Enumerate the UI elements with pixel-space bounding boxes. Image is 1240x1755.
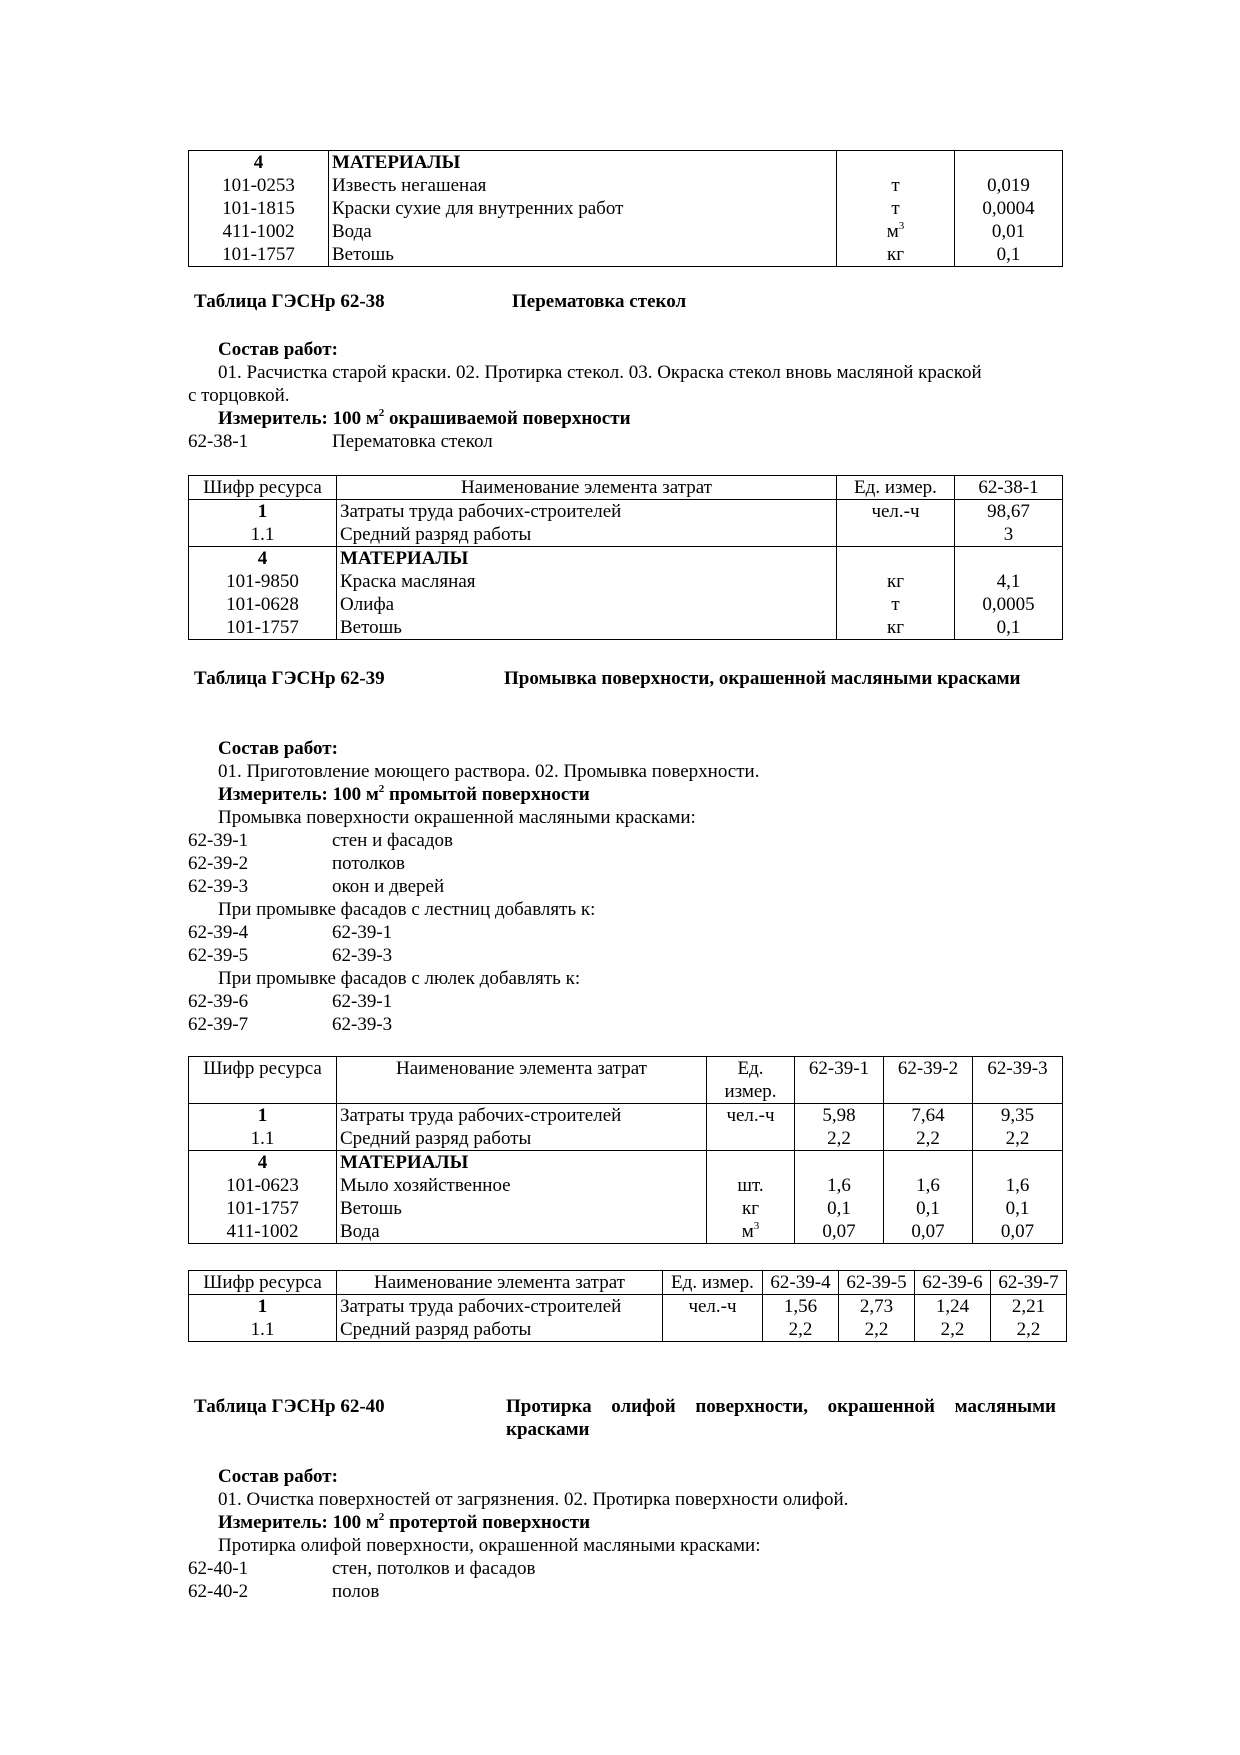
resource-code: 1 xyxy=(189,500,337,524)
resource-value: 0,0004 xyxy=(955,197,1063,220)
table-title: Перематовка стекол xyxy=(512,291,687,312)
resource-code: 4 xyxy=(189,1151,337,1175)
table-header-row xyxy=(189,1057,1063,1104)
norm-code: 62-40-2 xyxy=(188,1581,249,1602)
resource-code: 4 xyxy=(189,151,329,175)
column-header: Шифр ресурса xyxy=(189,476,337,500)
work-composition-text: с торцовкой. xyxy=(188,385,290,406)
table-row xyxy=(189,1127,1063,1151)
table-row xyxy=(189,1220,1063,1244)
norm-group-intro: При промывке фасадов с лестниц добавлять к: xyxy=(218,899,596,920)
table-row xyxy=(189,220,1063,243)
resource-unit: чел.-ч xyxy=(663,1295,763,1319)
column-header: Наименование элемента затрат xyxy=(337,1271,663,1295)
resource-unit xyxy=(707,1127,795,1151)
norm-code: 62-38-1 xyxy=(188,431,249,452)
table-caption-62-40 xyxy=(188,1395,1062,1441)
resource-value: 0,07 xyxy=(795,1220,884,1244)
resource-value: 2,73 xyxy=(839,1295,915,1319)
norm-item xyxy=(188,875,1062,898)
table-label: Таблица ГЭСНр 62-40 xyxy=(194,1396,385,1417)
resource-unit: кг xyxy=(837,570,955,593)
resource-value: 0,07 xyxy=(884,1220,973,1244)
resource-unit xyxy=(837,547,955,571)
resources-table-62-39-b xyxy=(188,1270,1066,1342)
resource-unit: т xyxy=(837,174,955,197)
table-row xyxy=(189,197,1063,220)
norm-code: 62-39-4 xyxy=(188,922,249,943)
resource-unit: чел.-ч xyxy=(707,1104,795,1128)
resource-value: 7,64 xyxy=(884,1104,973,1128)
resource-value: 1,56 xyxy=(763,1295,839,1319)
resource-name: Затраты труда рабочих-строителей xyxy=(337,1104,707,1128)
table-row xyxy=(189,570,1063,593)
norm-item xyxy=(188,430,1062,453)
resource-value: 2,2 xyxy=(991,1318,1067,1342)
measure-unit: Измеритель: 100 $м^2$ окрашиваемой поверхности xyxy=(218,407,631,429)
norm-item xyxy=(188,1557,1062,1580)
resource-code: 1 xyxy=(189,1295,337,1319)
resource-name: МАТЕРИАЛЫ xyxy=(337,547,837,571)
measure-unit: Измеритель: 100 $м^2$ протертой поверхности xyxy=(218,1511,591,1533)
resource-name: Вода xyxy=(329,220,837,243)
norm-text: стен, потолков и фасадов xyxy=(332,1558,536,1579)
resource-value: 9,35 xyxy=(973,1104,1063,1128)
table-row xyxy=(189,1104,1063,1128)
table-title: Протирка олифой поверхности, окрашенной масляными красками xyxy=(506,1396,1056,1440)
resource-value: 0,07 xyxy=(973,1220,1063,1244)
resource-value: 98,67 xyxy=(955,500,1063,524)
resource-code: 411-1002 xyxy=(189,220,329,243)
column-header: 62-38-1 xyxy=(955,476,1063,500)
resource-unit xyxy=(837,151,955,175)
resource-code: 101-1757 xyxy=(189,1197,337,1220)
resource-value: 2,2 xyxy=(763,1318,839,1342)
table-row xyxy=(189,1151,1063,1175)
norm-code: 62-39-2 xyxy=(188,853,249,874)
resource-value xyxy=(955,547,1063,571)
table-title: Промывка поверхности, окрашенной масляными красками xyxy=(504,668,1021,689)
resource-unit: $м^3$ xyxy=(837,220,955,243)
resource-value: 0,1 xyxy=(955,616,1063,640)
resource-value xyxy=(884,1151,973,1175)
norm-code: 62-39-3 xyxy=(188,876,249,897)
norm-code: 62-39-7 xyxy=(188,1014,249,1035)
resource-name: Ветошь xyxy=(337,1197,707,1220)
resource-unit: кг xyxy=(837,243,955,267)
resource-code: 1 xyxy=(189,1104,337,1128)
resource-unit: $м^3$ xyxy=(707,1220,795,1244)
column-header: Ед. измер. xyxy=(837,476,955,500)
column-header: 62-39-4 xyxy=(763,1271,839,1295)
column-header: 62-39-5 xyxy=(839,1271,915,1295)
resource-value: 0,1 xyxy=(795,1197,884,1220)
resource-code: 101-1757 xyxy=(189,243,329,267)
norm-code: 62-39-5 xyxy=(188,945,249,966)
resource-value: 0,1 xyxy=(973,1197,1063,1220)
resource-value: 0,0005 xyxy=(955,593,1063,616)
resource-unit: кг xyxy=(837,616,955,640)
norm-item xyxy=(188,1013,1062,1036)
work-composition-text: 01. Очистка поверхностей от загрязнения. 02. Протирка поверхности олифой. xyxy=(218,1489,849,1510)
resource-value: 1,24 xyxy=(915,1295,991,1319)
resource-value: 1,6 xyxy=(973,1174,1063,1197)
resource-value: 0,019 xyxy=(955,174,1063,197)
resource-name: Ветошь xyxy=(337,616,837,640)
norm-item xyxy=(188,944,1062,967)
resource-name: МАТЕРИАЛЫ xyxy=(329,151,837,175)
work-composition-label: Состав работ: xyxy=(218,339,338,360)
table-row xyxy=(189,500,1063,524)
norm-group-intro: При промывке фасадов с люлек добавлять к: xyxy=(218,968,581,989)
table-row xyxy=(189,174,1063,197)
column-header: 62-39-3 xyxy=(973,1057,1063,1104)
resource-value: 2,2 xyxy=(884,1127,973,1151)
norm-item xyxy=(188,990,1062,1013)
table-row xyxy=(189,616,1063,640)
column-header: 62-39-2 xyxy=(884,1057,973,1104)
resource-value xyxy=(973,1151,1063,1175)
resource-value: 0,1 xyxy=(884,1197,973,1220)
resource-value: 5,98 xyxy=(795,1104,884,1128)
table-row xyxy=(189,1174,1063,1197)
resource-unit: кг xyxy=(707,1197,795,1220)
norm-item xyxy=(188,829,1062,852)
resource-code: 1.1 xyxy=(189,1318,337,1342)
resource-name: Затраты труда рабочих-строителей xyxy=(337,500,837,524)
norm-item xyxy=(188,921,1062,944)
norm-text: потолков xyxy=(332,853,405,874)
resource-name: Вода xyxy=(337,1220,707,1244)
resource-unit xyxy=(837,523,955,547)
resource-value: 2,2 xyxy=(915,1318,991,1342)
norm-code: 62-40-1 xyxy=(188,1558,249,1579)
table-header-row xyxy=(189,1271,1067,1295)
column-header: 62-39-6 xyxy=(915,1271,991,1295)
resource-value: 1,6 xyxy=(795,1174,884,1197)
norm-group-intro: Промывка поверхности окрашенной масляными красками: xyxy=(218,807,696,828)
column-header: Шифр ресурса xyxy=(189,1271,337,1295)
column-header: Ед. измер. xyxy=(707,1057,795,1104)
norm-item xyxy=(188,852,1062,875)
resources-table-62-38 xyxy=(188,475,1062,640)
resource-name: Ветошь xyxy=(329,243,837,267)
resource-code: 1.1 xyxy=(189,1127,337,1151)
norm-text: Перематовка стекол xyxy=(332,431,493,452)
resource-name: Средний разряд работы xyxy=(337,1318,663,1342)
resource-unit xyxy=(707,1151,795,1175)
table-caption-62-39 xyxy=(188,667,1062,713)
resource-value: 2,21 xyxy=(991,1295,1067,1319)
resource-value: 0,01 xyxy=(955,220,1063,243)
resources-table-62-39-a xyxy=(188,1056,1062,1244)
work-composition-label: Состав работ: xyxy=(218,738,338,759)
resource-code: 101-9850 xyxy=(189,570,337,593)
resource-code: 1.1 xyxy=(189,523,337,547)
resource-code: 4 xyxy=(189,547,337,571)
norm-text: стен и фасадов xyxy=(332,830,453,851)
resource-code: 101-0623 xyxy=(189,1174,337,1197)
resource-name: МАТЕРИАЛЫ xyxy=(337,1151,707,1175)
resource-value: 0,1 xyxy=(955,243,1063,267)
work-composition-text: 01. Расчистка старой краски. 02. Протирка стекол. 03. Окраска стекол вновь масляной краской xyxy=(218,362,982,383)
table-caption-62-38 xyxy=(188,290,1062,313)
resource-name: Краска масляная xyxy=(337,570,837,593)
resource-code: 101-0628 xyxy=(189,593,337,616)
table-row xyxy=(189,243,1063,267)
table-row xyxy=(189,1318,1067,1342)
column-header: 62-39-1 xyxy=(795,1057,884,1104)
resource-value: 3 xyxy=(955,523,1063,547)
resource-value: 4,1 xyxy=(955,570,1063,593)
table-row xyxy=(189,151,1063,175)
table-row xyxy=(189,1295,1067,1319)
resource-unit xyxy=(663,1318,763,1342)
table-label: Таблица ГЭСНр 62-39 xyxy=(194,668,385,689)
resource-name: Мыло хозяйственное xyxy=(337,1174,707,1197)
norm-text: 62-39-3 xyxy=(332,1014,393,1035)
norm-item xyxy=(188,1580,1062,1603)
norm-text: 62-39-3 xyxy=(332,945,393,966)
resource-unit: чел.-ч xyxy=(837,500,955,524)
resource-code: 101-1815 xyxy=(189,197,329,220)
norm-code: 62-39-6 xyxy=(188,991,249,1012)
resource-code: 101-0253 xyxy=(189,174,329,197)
work-composition-text: 01. Приготовление моющего раствора. 02. Промывка поверхности. xyxy=(218,761,760,782)
norm-text: 62-39-1 xyxy=(332,991,393,1012)
norm-text: 62-39-1 xyxy=(332,922,393,943)
resource-name: Краски сухие для внутренних работ xyxy=(329,197,837,220)
norm-text: окон и дверей xyxy=(332,876,445,897)
resource-value: 1,6 xyxy=(884,1174,973,1197)
resource-name: Известь негашеная xyxy=(329,174,837,197)
table-row xyxy=(189,1197,1063,1220)
table-row xyxy=(189,523,1063,547)
norm-group-intro: Протирка олифой поверхности, окрашенной масляными красками: xyxy=(218,1535,761,1556)
resource-code: 101-1757 xyxy=(189,616,337,640)
resource-unit: шт. xyxy=(707,1174,795,1197)
table-row xyxy=(189,593,1063,616)
resource-name: Средний разряд работы xyxy=(337,523,837,547)
column-header: Ед. измер. xyxy=(663,1271,763,1295)
resource-value: 2,2 xyxy=(795,1127,884,1151)
resource-unit: т xyxy=(837,593,955,616)
column-header: Наименование элемента затрат xyxy=(337,476,837,500)
resource-name: Средний разряд работы xyxy=(337,1127,707,1151)
measure-unit: Измеритель: 100 $м^2$ промытой поверхности xyxy=(218,783,590,805)
table-label: Таблица ГЭСНр 62-38 xyxy=(194,291,385,312)
materials-table-top xyxy=(188,150,1062,267)
column-header: Наименование элемента затрат xyxy=(337,1057,707,1104)
table-header-row xyxy=(189,476,1063,500)
resource-value xyxy=(795,1151,884,1175)
work-composition-label: Состав работ: xyxy=(218,1466,338,1487)
resource-name: Олифа xyxy=(337,593,837,616)
resource-value: 2,2 xyxy=(839,1318,915,1342)
resource-name: Затраты труда рабочих-строителей xyxy=(337,1295,663,1319)
resource-code: 411-1002 xyxy=(189,1220,337,1244)
column-header: 62-39-7 xyxy=(991,1271,1067,1295)
resource-unit: т xyxy=(837,197,955,220)
column-header: Шифр ресурса xyxy=(189,1057,337,1104)
table-row xyxy=(189,547,1063,571)
norm-text: полов xyxy=(332,1581,380,1602)
resource-value: 2,2 xyxy=(973,1127,1063,1151)
norm-code: 62-39-1 xyxy=(188,830,249,851)
resource-value xyxy=(955,151,1063,175)
